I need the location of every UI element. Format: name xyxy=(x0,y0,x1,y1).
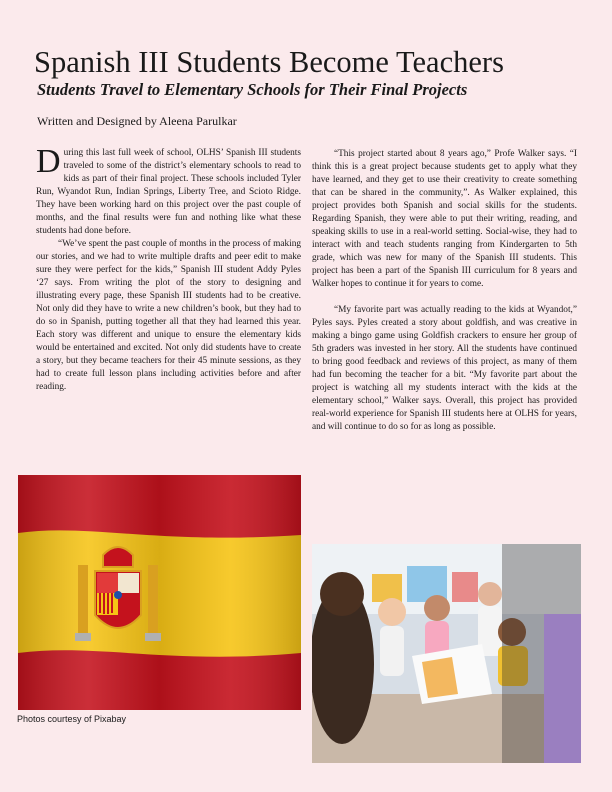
byline: Written and Designed by Aleena Parulkar xyxy=(37,114,237,128)
article-column-1 xyxy=(36,143,301,394)
spanish-flag-image xyxy=(18,475,301,710)
drop-cap: D xyxy=(36,143,61,180)
classroom-reading-photo xyxy=(312,544,581,763)
paragraph: “This project started about 8 years ago,” Profe Walker says. “I think this is a great project because students get to apply what they have learned, and they get to use their creativity to create something that can be shared in the community,”. As Walker explained, this project provides both Spanish and social skills for the students. Regarding Spanish, they were able to put their writing, reading, and speaking skills to use in a real-world setting. Social-wise, they had to interact with and teach students ranging from Kindergarten to 5th grade, which was new for many of the Spanish III students. This project has been a part of the Spanish III curriculum for 8 years and Walker hopes to continue it for years to come. xyxy=(312,149,577,289)
classroom-image xyxy=(312,544,581,763)
article-column-2 xyxy=(312,148,577,434)
article-subtitle: Students Travel to Elementary Schools for Their Final Projects xyxy=(37,80,468,99)
article-title: Spanish III Students Become Teachers xyxy=(34,45,504,79)
paragraph: uring this last full week of school, OLHS’ Spanish III students traveled to some of the district’s elementary schools to read to kids as part of their final project. These schools included Tyler Run, Wyandot Run, Indian Springs, Liberty Tree, and Scioto Ridge. They have been working hard on this project over the past couple of months, and the final results were fun and nothing like what these students had done before. xyxy=(36,148,301,236)
paragraph: “We’ve spent the past couple of months in the process of making our stories, and we had to write multiple drafts and peer edit to make sure they were perfect for the kids,” Spanish III student Addy Pyles ‘27 says. From writing the plot of the story to designing and illustrating every page, these Spanish III students had to be creative. Not only did they have to write a new children’s book, but they had to do so in Spanish, putting together all that they had learned this year. Each story was different and unique to ensure the elementary kids would be entertained and excited. Not only did students have to create a story, but they became teachers for their 45 minute sessions, as they had to create full lesson plans including activities before and after reading. xyxy=(36,239,301,392)
spanish-flag-photo xyxy=(18,475,301,710)
photo-caption: Photos courtesy of Pixabay xyxy=(17,714,127,724)
paragraph: “My favorite part was actually reading to the kids at Wyandot,” Pyles says. Pyles created a story about goldfish, and was creative in making a bingo game using Goldfish crackers to ensure her group of 5th graders was invested in her story. All the students have continued to bring good feedback and reviews of this project, as many of them had fun becoming the teacher for a bit. “My favorite part about the project is watching all my students interact with the kids at the elementary school,” Walker says. Overall, this project has provided real-world experience for Spanish III students here at OLHS for years, and will continue to do so for as long as possible. xyxy=(312,305,577,432)
